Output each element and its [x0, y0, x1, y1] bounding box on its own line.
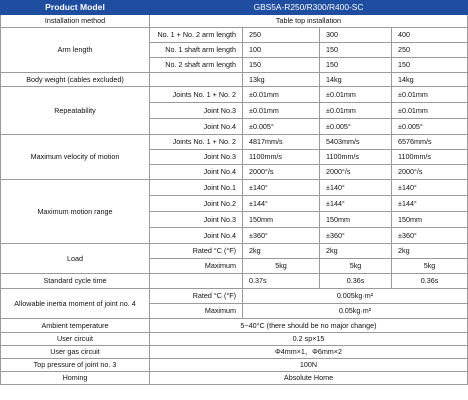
user-gas-row — [1, 346, 468, 359]
arm-length-value: 150 — [320, 43, 392, 58]
max-velocity-value: 5403mm/s — [320, 135, 392, 150]
max-velocity-value: 2000°/s — [320, 165, 392, 180]
repeatability-value: ±0.01mm — [392, 87, 468, 103]
product-model-label: Product Model — [1, 1, 150, 15]
arm-length-value: 100 — [243, 43, 320, 58]
inertia-sub: Maximum — [150, 304, 243, 319]
load-sub: Rated °C (°F) — [150, 244, 243, 259]
load-value: 2kg — [392, 244, 468, 259]
arm-length-value: 150 — [243, 58, 320, 73]
repeatability-label: Repeatability — [1, 87, 150, 135]
body-weight-value: 14kg — [320, 73, 392, 87]
installation-row — [1, 15, 468, 28]
repeatability-value: ±0.01mm — [320, 87, 392, 103]
motion-range-value: ±140° — [392, 180, 468, 196]
motion-range-value: ±360° — [320, 228, 392, 244]
motion-range-sub: Joint No.1 — [150, 180, 243, 196]
cycle-time-value: 0.36s — [392, 274, 468, 289]
body-weight-value: 13kg — [243, 73, 320, 87]
max-velocity-sub: Joints No. 1 + No. 2 — [150, 135, 243, 150]
motion-range-value: ±144° — [320, 196, 392, 212]
arm-length-value: 250 — [243, 28, 320, 43]
load-value: 5kg — [320, 259, 392, 274]
motion-range-value: 150mm — [320, 212, 392, 228]
load-sub: Maximum — [150, 259, 243, 274]
user-gas-value: Φ4mm×1、Φ6mm×2 — [150, 346, 468, 359]
motion-range-value: ±140° — [243, 180, 320, 196]
load-value: 2kg — [320, 244, 392, 259]
load-label: Load — [1, 244, 150, 274]
load-value: 5kg — [392, 259, 468, 274]
body-weight-value: 14kg — [392, 73, 468, 87]
repeatability-value: ±0.005° — [243, 119, 320, 135]
body-weight-row — [1, 73, 468, 87]
inertia-value: 0.005kg·m² — [243, 289, 468, 304]
ambient-row — [1, 319, 468, 333]
top-pressure-row — [1, 359, 468, 372]
max-velocity-value: 6576mm/s — [392, 135, 468, 150]
motion-range-value: 150mm — [392, 212, 468, 228]
arm-length-sub: No. 1 shaft arm length — [150, 43, 243, 58]
repeatability-sub: Joint No.3 — [150, 103, 243, 119]
max-velocity-sub: Joint No.4 — [150, 165, 243, 180]
cycle-time-value: 0.36s — [320, 274, 392, 289]
repeatability-value: ±0.01mm — [243, 87, 320, 103]
max-velocity-label: Maximum velocity of motion — [1, 135, 150, 180]
max-velocity-row — [1, 135, 468, 150]
motion-range-value: ±144° — [243, 196, 320, 212]
inertia-sub: Rated °C (°F) — [150, 289, 243, 304]
load-value: 2kg — [243, 244, 320, 259]
body-weight-sub — [150, 73, 243, 87]
arm-length-value: 300 — [320, 28, 392, 43]
repeatability-value: ±0.01mm — [243, 103, 320, 119]
max-velocity-value: 1100mm/s — [320, 150, 392, 165]
repeatability-value: ±0.01mm — [392, 103, 468, 119]
inertia-label: Allowable inertia moment of joint no. 4 — [1, 289, 150, 319]
cycle-time-value: 0.37s — [243, 274, 320, 289]
repeatability-value: ±0.005° — [320, 119, 392, 135]
max-velocity-value: 1100mm/s — [243, 150, 320, 165]
header-row — [1, 1, 468, 15]
load-value: 5kg — [243, 259, 320, 274]
motion-range-label: Maximum motion range — [1, 180, 150, 244]
motion-range-row — [1, 180, 468, 196]
ambient-value: 5~40°C (there should be no major change) — [150, 319, 468, 333]
arm-length-value: 150 — [392, 58, 468, 73]
product-model-value: GBS5A-R250/R300/R400-SC — [150, 1, 468, 15]
cycle-time-row — [1, 274, 468, 289]
body-weight-label: Body weight (cables excluded) — [1, 73, 150, 87]
arm-length-value: 150 — [320, 58, 392, 73]
max-velocity-value: 1100mm/s — [392, 150, 468, 165]
arm-length-value: 400 — [392, 28, 468, 43]
top-pressure-label: Top pressure of joint no. 3 — [1, 359, 150, 372]
motion-range-value: ±140° — [320, 180, 392, 196]
cycle-time-label: Standard cycle time — [1, 274, 150, 289]
top-pressure-value: 100N — [150, 359, 468, 372]
homing-row — [1, 372, 468, 385]
homing-value: Absolute Home — [150, 372, 468, 385]
motion-range-sub: Joint No.2 — [150, 196, 243, 212]
motion-range-value: ±360° — [243, 228, 320, 244]
homing-label: Homing — [1, 372, 150, 385]
installation-label: Installation method — [1, 15, 150, 28]
repeatability-row — [1, 87, 468, 103]
user-circuit-value: 0.2 sp×15 — [150, 333, 468, 346]
motion-range-sub: Joint No.3 — [150, 212, 243, 228]
user-gas-label: User gas circuit — [1, 346, 150, 359]
repeatability-value: ±0.01mm — [320, 103, 392, 119]
max-velocity-value: 2000°/s — [243, 165, 320, 180]
repeatability-sub: Joints No. 1 + No. 2 — [150, 87, 243, 103]
load-row — [1, 244, 468, 259]
arm-length-sub: No. 1 + No. 2 arm length — [150, 28, 243, 43]
max-velocity-value: 2000°/s — [392, 165, 468, 180]
inertia-row — [1, 289, 468, 304]
repeatability-value: ±0.005° — [392, 119, 468, 135]
arm-length-row — [1, 28, 468, 43]
motion-range-sub: Joint No.4 — [150, 228, 243, 244]
arm-length-label: Arm length — [1, 28, 150, 73]
repeatability-sub: Joint No.4 — [150, 119, 243, 135]
arm-length-value: 250 — [392, 43, 468, 58]
inertia-value: 0.05kg·m² — [243, 304, 468, 319]
motion-range-value: ±144° — [392, 196, 468, 212]
user-circuit-label: User circuit — [1, 333, 150, 346]
motion-range-value: ±360° — [392, 228, 468, 244]
cycle-time-sub — [150, 274, 243, 289]
max-velocity-sub: Joint No.3 — [150, 150, 243, 165]
max-velocity-value: 4817mm/s — [243, 135, 320, 150]
installation-value: Table top installation — [150, 15, 468, 28]
user-circuit-row — [1, 333, 468, 346]
motion-range-value: 150mm — [243, 212, 320, 228]
arm-length-sub: No. 2 shaft arm length — [150, 58, 243, 73]
ambient-label: Ambient temperature — [1, 319, 150, 333]
